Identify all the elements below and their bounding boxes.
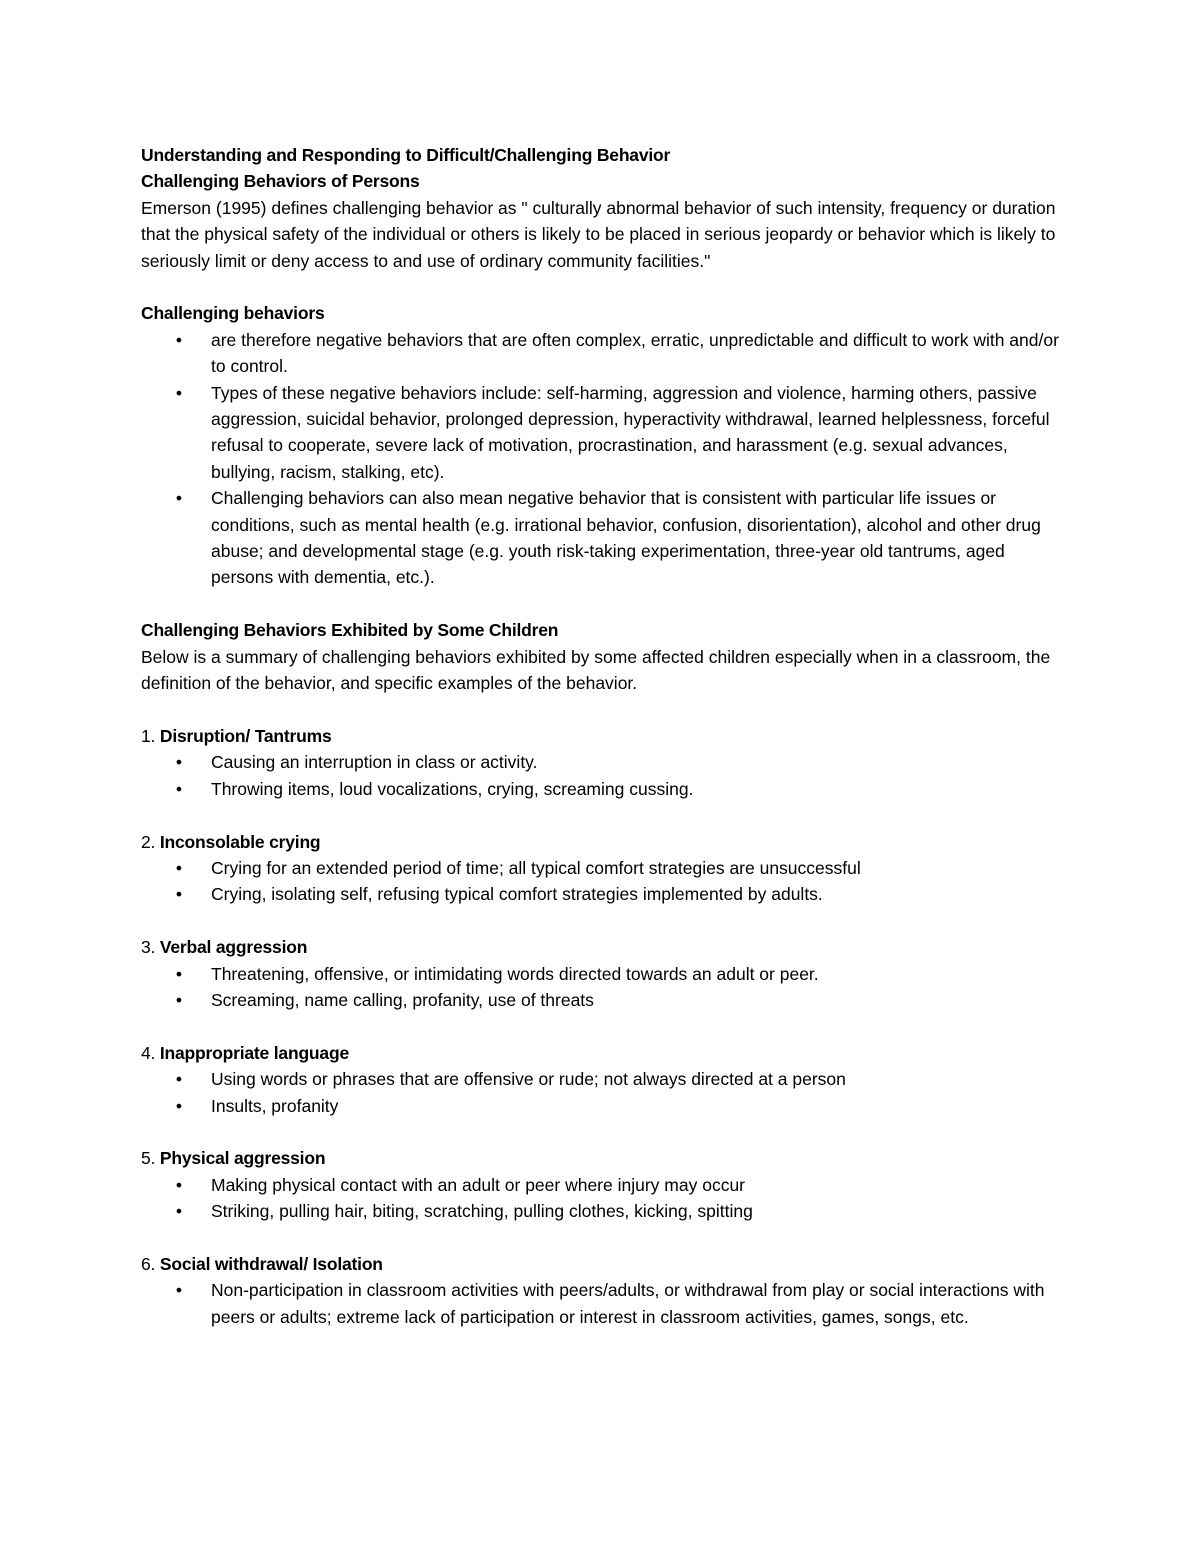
list-item	[141, 1198, 1066, 1224]
list-item-text: Striking, pulling hair, biting, scratching, pulling clothes, kicking, spitting	[211, 1201, 753, 1222]
behavior-number: 1.	[141, 725, 156, 746]
list-item-text: Non-participation in classroom activities with peers/adults, or withdrawal from play or social interactions with peers or adults; extreme lack of participation or interest in classroom activities, games, songs, etc.	[211, 1280, 1045, 1327]
section-heading: Challenging behaviors	[141, 303, 325, 324]
list-item	[141, 749, 1066, 775]
list-item	[141, 1066, 1066, 1092]
behavior-name: Inconsolable crying	[159, 831, 321, 852]
list-item-text: Threatening, offensive, or intimidating words directed towards an adult or peer.	[211, 963, 819, 984]
bullet-icon: •	[175, 1069, 183, 1090]
behavior-name: Social withdrawal/ Isolation	[159, 1253, 383, 1274]
spacer	[141, 1119, 1066, 1145]
spacer	[141, 697, 1066, 723]
list-item	[141, 987, 1066, 1013]
spacer	[141, 1225, 1066, 1251]
list-item	[141, 1093, 1066, 1119]
list-item-text: Types of these negative behaviors include: self-harming, aggression and violence, harming others, passive aggression, suicidal behavior, prolonged depression, hyperactivity withdrawal, learned helplessness, forceful refusal to cooperate, severe lack of motivation, procrastination, and harassment (e.g. sexual advances, bullying, racism, stalking, etc).	[211, 382, 1050, 482]
bullet-icon: •	[175, 1280, 183, 1301]
spacer	[141, 908, 1066, 934]
list-item	[141, 1172, 1066, 1198]
intro-paragraph: Emerson (1995) defines challenging behavior as " culturally abnormal behavior of such intensity, frequency or duration that the physical safety of the individual or others is likely to be placed in serious jeopardy or behavior which is likely to seriously limit or deny access to and use of ordinary community facilities."	[141, 197, 1056, 271]
bullet-list	[141, 327, 1066, 591]
spacer	[141, 591, 1066, 617]
bullet-list	[141, 961, 1066, 1014]
list-item-text: Challenging behaviors can also mean negative behavior that is consistent with particular life issues or conditions, such as mental health (e.g. irrational behavior, confusion, disorientation), alcohol and other drug abuse; and developmental stage (e.g. youth risk-taking experimentation, three-year old tantrums, aged persons with dementia, etc.).	[211, 488, 1041, 588]
list-item-text: are therefore negative behaviors that are often complex, erratic, unpredictable and difficult to work with and/or to control.	[211, 329, 1059, 377]
spacer	[141, 1013, 1066, 1039]
list-item	[141, 855, 1066, 881]
spacer	[141, 274, 1066, 300]
list-item-text: Throwing items, loud vocalizations, crying, screaming cussing.	[211, 778, 694, 799]
bullet-list	[141, 1277, 1066, 1330]
bullet-icon: •	[175, 329, 183, 350]
bullet-icon: •	[175, 752, 183, 773]
behavior-number: 2.	[141, 831, 156, 852]
list-item	[141, 1277, 1066, 1330]
behavior-number: 6.	[141, 1253, 156, 1274]
behavior-number: 3.	[141, 937, 156, 958]
behavior-name: Verbal aggression	[159, 937, 308, 958]
list-item	[141, 327, 1066, 380]
behavior-name: Physical aggression	[159, 1148, 326, 1169]
bullet-icon: •	[175, 778, 183, 799]
behavior-number: 4.	[141, 1042, 156, 1063]
bullet-icon: •	[175, 1174, 183, 1195]
behavior-heading	[141, 723, 1066, 749]
list-item-text: Crying, isolating self, refusing typical comfort strategies implemented by adults.	[211, 884, 823, 905]
document-page	[141, 142, 1066, 1330]
list-item	[141, 485, 1066, 591]
list-item	[141, 881, 1066, 907]
bullet-list	[141, 1172, 1066, 1225]
bullet-icon: •	[175, 1095, 183, 1116]
behavior-heading	[141, 1040, 1066, 1066]
list-item-text: Making physical contact with an adult or peer where injury may occur	[211, 1174, 745, 1195]
bullet-icon: •	[175, 963, 183, 984]
list-item	[141, 380, 1066, 486]
bullet-icon: •	[175, 488, 183, 509]
bullet-icon: •	[175, 382, 183, 403]
behavior-number: 5.	[141, 1148, 156, 1169]
list-item-text: Insults, profanity	[211, 1095, 339, 1116]
list-item-text: Using words or phrases that are offensive or rude; not always directed at a person	[211, 1069, 846, 1090]
section-heading: Challenging Behaviors Exhibited by Some Children	[141, 620, 559, 641]
list-item	[141, 961, 1066, 987]
bullet-list	[141, 855, 1066, 908]
list-item-text: Causing an interruption in class or activity.	[211, 752, 538, 773]
behavior-heading	[141, 1251, 1066, 1277]
bullet-list	[141, 749, 1066, 802]
section-paragraph: Below is a summary of challenging behaviors exhibited by some affected children especially when in a classroom, the definition of the behavior, and specific examples of the behavior.	[141, 646, 1051, 694]
list-item-text: Screaming, name calling, profanity, use of threats	[211, 989, 594, 1010]
bullet-icon: •	[175, 884, 183, 905]
bullet-icon: •	[175, 857, 183, 878]
bullet-list	[141, 1066, 1066, 1119]
list-item	[141, 776, 1066, 802]
behavior-name: Disruption/ Tantrums	[159, 725, 332, 746]
behavior-heading	[141, 1145, 1066, 1171]
spacer	[141, 802, 1066, 828]
bullet-icon: •	[175, 1201, 183, 1222]
behavior-heading	[141, 829, 1066, 855]
list-item-text: Crying for an extended period of time; all typical comfort strategies are unsuccessful	[211, 857, 861, 878]
behavior-name: Inappropriate language	[159, 1042, 349, 1063]
behavior-heading	[141, 934, 1066, 960]
document-subtitle: Challenging Behaviors of Persons	[141, 171, 420, 192]
bullet-icon: •	[175, 989, 183, 1010]
document-title: Understanding and Responding to Difficult/Challenging Behavior	[141, 145, 671, 165]
